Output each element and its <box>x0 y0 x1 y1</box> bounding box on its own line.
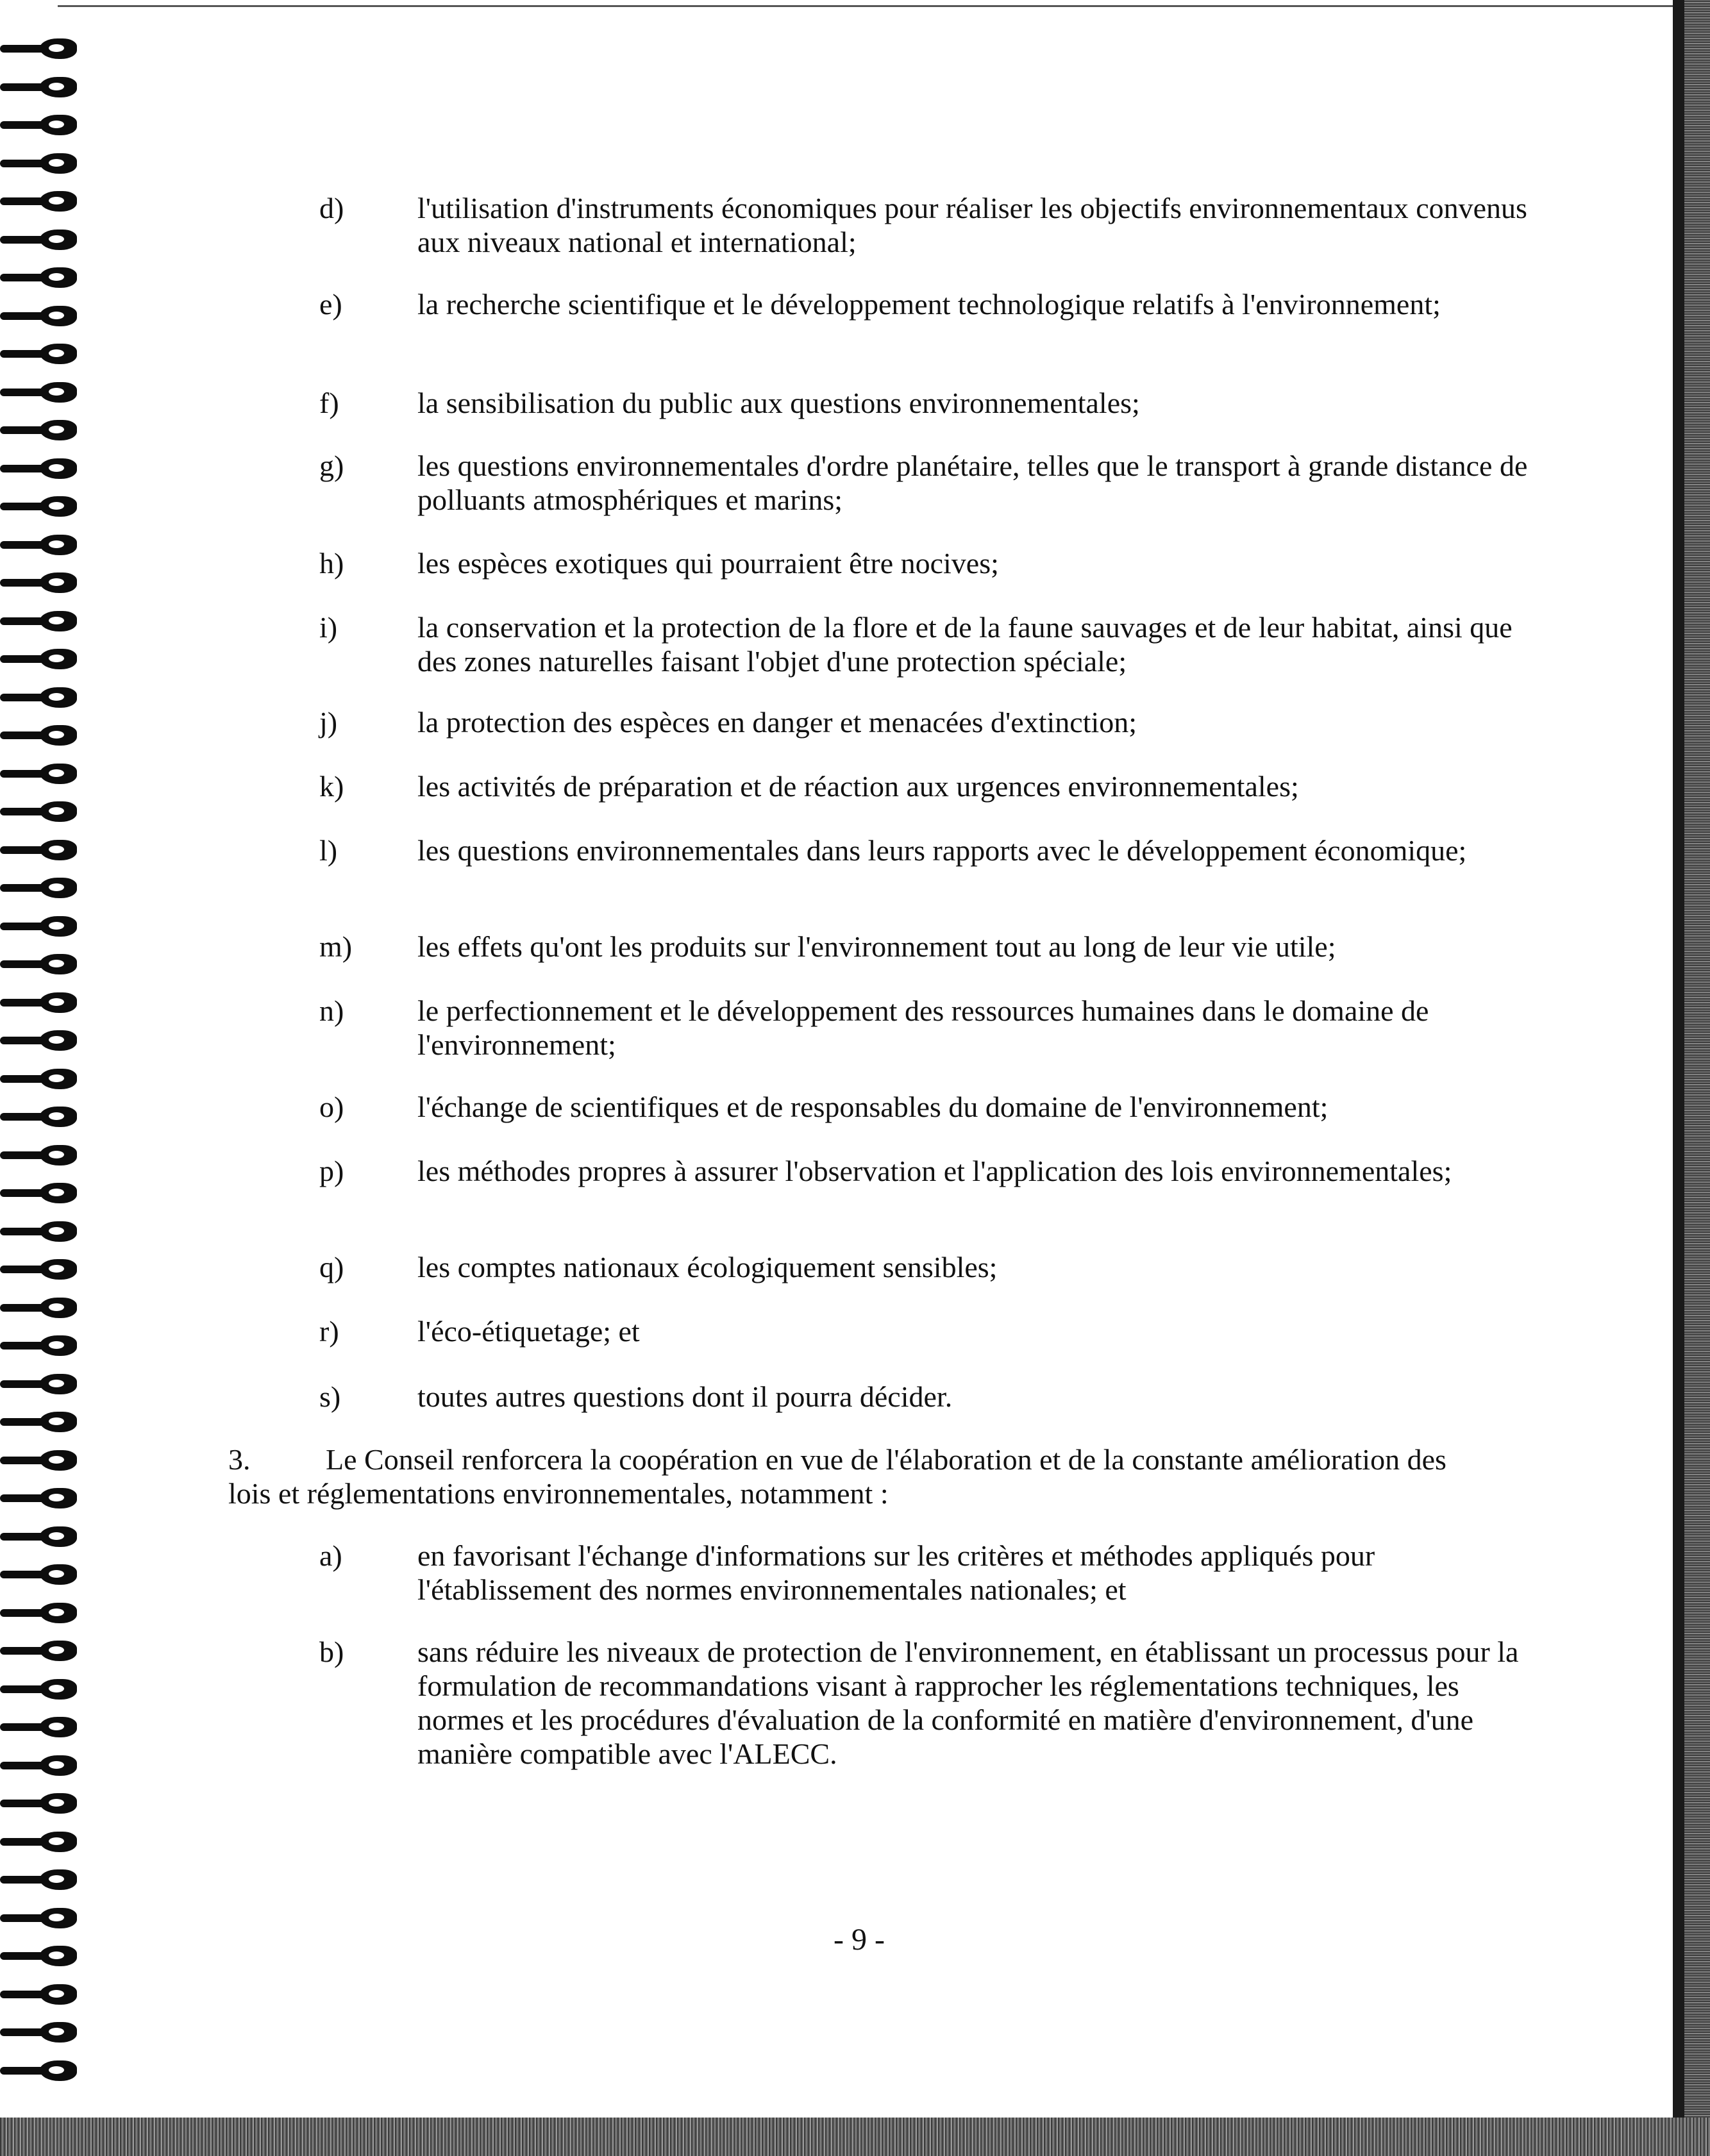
list-item-text: les questions environnementales d'ordre planétaire, telles que le transport à grande distance de polluants atmosphériques et marins; <box>417 449 1528 516</box>
list-item-letter: s) <box>319 1380 341 1413</box>
list-item-text: les espèces exotiques qui pourraient être nocives; <box>417 547 999 580</box>
list-item-letter: n) <box>319 994 344 1027</box>
list-item-letter: a) <box>319 1539 342 1572</box>
list-item-letter: p) <box>319 1155 344 1187</box>
paragraph-number: 3. <box>228 1443 251 1476</box>
list-item-text: toutes autres questions dont il pourra décider. <box>417 1380 953 1413</box>
list-item-letter: o) <box>319 1091 344 1123</box>
list-item-text: les activités de préparation et de réaction aux urgences environnementales; <box>417 770 1299 803</box>
list-item-letter: j) <box>319 706 338 739</box>
list-item-text: la sensibilisation du public aux questions environnementales; <box>417 387 1140 419</box>
list-item-letter: g) <box>319 449 344 482</box>
list-item-letter: l) <box>319 834 338 867</box>
list-item-letter: f) <box>319 387 339 419</box>
list-item-letter: i) <box>319 611 338 644</box>
list-item-letter: k) <box>319 770 344 803</box>
list-item-text: l'utilisation d'instruments économiques pour réaliser les objectifs environnementaux convenus aux niveaux national et international; <box>417 192 1527 258</box>
list-item-letter: b) <box>319 1635 344 1668</box>
list-item-letter: e) <box>319 288 342 321</box>
list-item-text: les effets qu'ont les produits sur l'environnement tout au long de leur vie utile; <box>417 930 1336 963</box>
list-item-letter: d) <box>319 192 344 224</box>
list-item-letter: r) <box>319 1315 339 1348</box>
paragraph-3 <box>228 1442 1446 1510</box>
list-item-letter: m) <box>319 930 353 963</box>
list-item-letter: q) <box>319 1251 344 1283</box>
list-item-letter: h) <box>319 547 344 580</box>
list-item-text: l'échange de scientifiques et de responsables du domaine de l'environnement; <box>417 1091 1329 1123</box>
paragraph-text: Le Conseil renforcera la coopération en vue de l'élaboration et de la constante amélioration des lois et réglementations environnementales, notamment : <box>228 1443 1446 1510</box>
list-item-text: les comptes nationaux écologiquement sensibles; <box>417 1251 998 1283</box>
list-item-text: les méthodes propres à assurer l'observation et l'application des lois environnementales; <box>417 1155 1452 1187</box>
list-item-text: sans réduire les niveaux de protection de l'environnement, en établissant un processus pour la formulation de recommandations visant à rapprocher les réglementations techniques, les normes et les procédures d'évaluation de la conformité en matière d'environnement, d'une manière compatible avec l'ALECC. <box>417 1635 1519 1770</box>
list-item-text: les questions environnementales dans leurs rapports avec le développement économique; <box>417 834 1467 867</box>
page-number: - 9 - <box>834 1923 885 1957</box>
list-item-text: l'éco-étiquetage; et <box>417 1315 640 1348</box>
list-item-text: la conservation et la protection de la flore et de la faune sauvages et de leur habitat, ainsi que des zones naturelles faisant l'objet d'une protection spéciale; <box>417 611 1513 678</box>
list-item-text: en favorisant l'échange d'informations sur les critères et méthodes appliqués pour l'établissement des normes environnementales nationales; et <box>417 1539 1375 1606</box>
list-item-text: la protection des espèces en danger et menacées d'extinction; <box>417 706 1137 739</box>
list-item-text: la recherche scientifique et le développement technologique relatifs à l'environnement; <box>417 288 1441 321</box>
list-item-text: le perfectionnement et le développement des ressources humaines dans le domaine de l'environnement; <box>417 994 1429 1061</box>
